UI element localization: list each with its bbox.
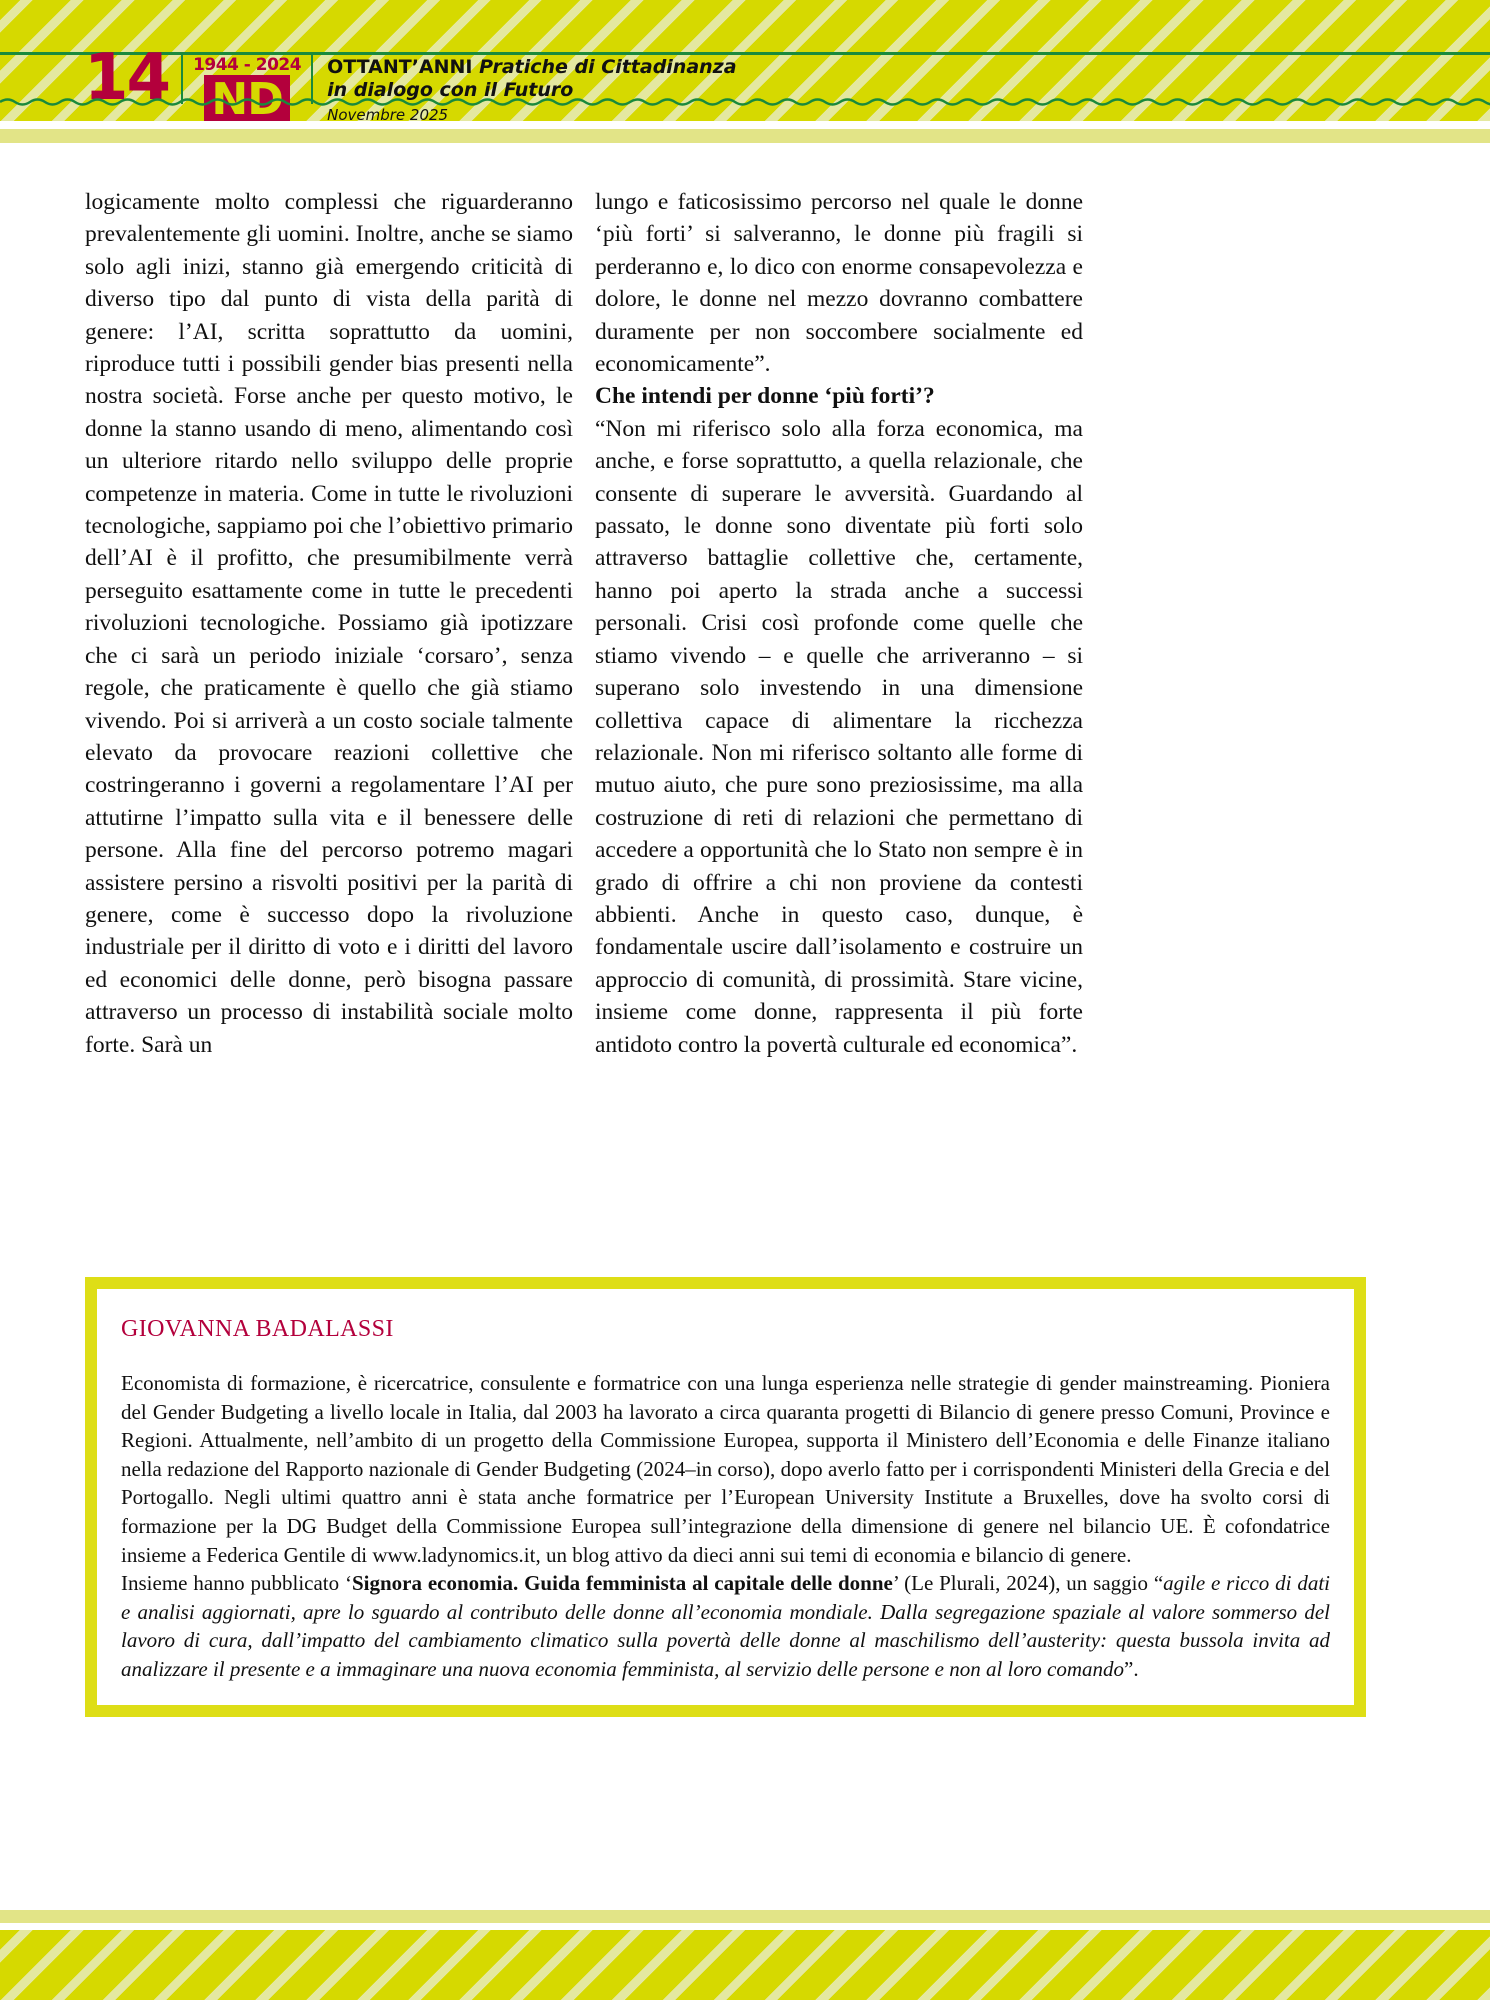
author-bio-text [121, 1369, 1330, 1684]
publication-suffix: ’ (Le Plurali, 2024), un saggio “ [892, 1571, 1164, 1596]
column-right [595, 186, 1083, 1061]
masthead-title-line1 [327, 56, 736, 79]
author-bio-inner [97, 1289, 1354, 1694]
masthead-title-italic: Pratiche di Cittadinanza [479, 56, 737, 78]
interview-question: Che intendi per donne ‘più forti’? [595, 383, 935, 410]
page-number: 14 [84, 41, 170, 115]
paragraph-right-intro: lungo e faticosissimo percorso nel quale le donne ‘più forti’ si salveranno, le donne più fragili si perderanno e, lo dico con enorme consapevolezza e dolore, le donne nel mezzo dovranno combattere duramente per non soccombere socialmente ed economicamente”. [595, 189, 1083, 378]
nd-logo-block [183, 56, 311, 121]
masthead-issue-date: Novembre 2025 [327, 106, 449, 121]
publication-title: Signora economia. Guida femminista al capitale delle donne [351, 1571, 893, 1596]
article-content [85, 186, 1390, 1061]
author-bio-paragraph-2 [121, 1569, 1330, 1683]
footer-light-band [0, 1910, 1490, 1923]
wavy-rule-icon [0, 97, 1490, 107]
masthead-title-block [313, 56, 736, 121]
paragraph-right-answer: “Non mi riferisco solo alla forza economica, ma anche, e forse soprattutto, a quella relazionale, che consente di superare le avversità. Guardando al passato, le donne sono diventate più forti solo attraverso battaglie collettive che, certamente, hanno poi aperto la strada anche a successi personali. Crisi così profonde come quelle che stiamo vivendo – e quelle che arriveranno – si superano solo investendo in una dimensione collettiva capace di alimentare la ricchezza relazionale. Non mi riferisco soltanto alle forme di mutuo aiuto, che pure sono preziosissime, ma alla costruzione di reti di relazioni che permettano di accedere a opportunità che lo Stato non sempre è in grado di offrire a chi non proviene da contesti abbienti. Anche in questo caso, dunque, è fondamentale uscire dall’isolamento e costruire un approccio di comunità, di prossimità. Stare vicine, insieme come donne, rappresenta il più forte antidoto contro la povertà culturale ed economica”. [595, 415, 1083, 1058]
publication-prefix: Insieme hanno pubblicato ‘ [121, 1571, 352, 1596]
column-left [85, 186, 573, 1061]
nd-logo: ND [204, 75, 289, 121]
paragraph-left-1: logicamente molto complessi che riguarderanno prevalentemente gli uomini. Inoltre, anche se siamo solo agli inizi, stanno già emergendo criticità di diverso tipo dal punto di vista della parità di genere: l’AI, scritta soprattutto da uomini, riproduce tutti i possibili gender bias presenti nella nostra società. Forse anche per questo motivo, le donne la stanno usando di meno, alimentando così un ulteriore ritardo nello sviluppo delle proprie competenze in materia. Come in tutte le rivoluzioni tecnologiche, sappiamo poi che l’obiettivo primario dell’AI è il profitto, che presumibilmente verrà perseguito esattamente come in tutte le precedenti rivoluzioni tecnologiche. Possiamo già ipotizzare che ci sarà un periodo iniziale ‘corsaro’, senza regole, che praticamente è quello che già stiamo vivendo. Poi si arriverà a un costo sociale talmente elevato da provocare reazioni collettive che costringeranno i governi a regolamentare l’AI per attutirne l’impatto sulla vita e il benessere delle persone. Alla fine del percorso potremo magari assistere persino a risvolti positivi per la parità di genere, come è successo dopo la rivoluzione industriale per il diritto di voto e i diritti del lavoro ed economici delle donne, però bisogna passare attraverso un processo di instabilità sociale molto forte. Sarà un [85, 189, 573, 1058]
publication-end: ”. [1124, 1656, 1139, 1681]
anniversary-years: 1944 - 2024 [193, 55, 302, 75]
masthead-title-main: OTTANT’ANNI [327, 56, 480, 78]
footer-striped-band [0, 1930, 1490, 2000]
two-column-layout [85, 186, 1390, 1061]
masthead-title-line2: in dialogo con il Futuro [327, 79, 574, 101]
author-name: GIOVANNA BADALASSI [121, 1316, 394, 1342]
publication-quote: agile e ricco di dati e analisi aggiornati, apre lo sguardo al contributo delle donne all’economia mondiale. Dalla segregazione spaziale al valore sommerso del lavoro di cura, dall’impatto del cambiamento climatico sulla povertà delle donne al maschilismo dell’austerity: questa bussola invita ad analizzare il presente e a immaginare una nuova economia femminista, al servizio delle persone e non al loro comando [121, 1571, 1331, 1681]
masthead-band [0, 0, 1490, 121]
author-bio-paragraph-1: Economista di formazione, è ricercatrice, consulente e formatrice con una lunga esperienza nelle strategie di gender mainstreaming. Pioniera del Gender Budgeting a livello locale in Italia, dal 2003 ha lavorato a circa quaranta progetti di Bilancio di genere presso Comuni, Province e Regioni. Attualmente, nell’ambito di un progetto della Commissione Europea, supporta il Ministero dell’Economia e delle Finanze italiano nella redazione del Rapporto nazionale di Gender Budgeting (2024–in corso), dopo averlo fatto per i corrispondenti Ministeri della Grecia e del Portogallo. Negli ultimi quattro anni è stata anche formatrice per l’European University Institute a Bruxelles, dove ha svolto corsi di formazione per la DG Budget della Commissione Europea sull’integrazione della dimensione di genere nel bilancio UE. È cofondatrice insieme a Federica Gentile di www.ladynomics.it, un blog attivo da dieci anni sui temi di economia e bilancio di genere. [121, 1371, 1330, 1567]
author-bio-box [85, 1277, 1366, 1717]
sub-masthead-band [0, 129, 1490, 143]
